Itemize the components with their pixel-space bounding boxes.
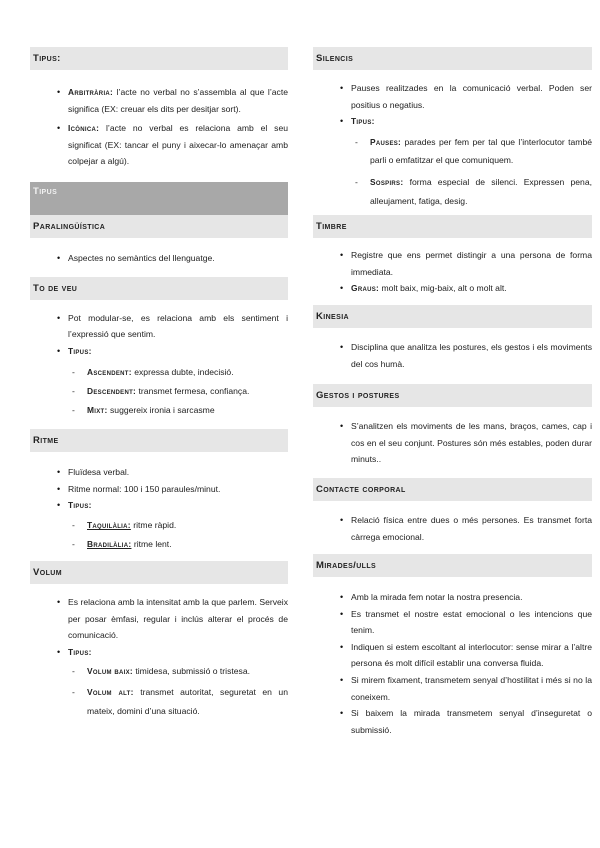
section-band-tipus: Tipus [30,182,288,215]
term-text: timidesa, submissió o tristesa. [133,666,251,677]
term-text: ritme lent. [131,538,172,549]
paralinguistica-list [30,250,288,267]
term-text: expressa dubte, indecisió. [131,367,234,378]
list-item [313,113,592,210]
section-header-tipus: Tipus: [30,47,288,70]
sub-item [30,401,288,420]
list-item [30,644,288,720]
list-item: • Disciplina que analitza les postures, els gestos i els moviments del cos humà. [313,339,592,372]
term-label: Bradilàlia: [87,538,132,549]
sub-item [30,683,288,720]
section-header-ritme: Ritme [30,429,288,452]
tipus-label: Tipus: [68,646,92,657]
sub-item [313,133,592,170]
term-label: Arbitrària: [68,87,114,97]
list-item: • Pauses realitzades en la comunicació verbal. Poden ser positius o negatius. [313,80,592,113]
list-item: • S’analitzen els moviments de les mans, braços, cames, cap i cos en el seu conjunt. Postures són més estables, poden durar minuts.. [313,418,592,468]
section-header-timbre: Timbre [313,215,592,238]
section-header-contacte-corporal: Contacte corporal [313,478,592,501]
term-label: Taquilàlia: [87,519,131,530]
list-item: • Ritme normal: 100 i 150 paraules/minut. [30,481,288,498]
left-column [30,47,288,720]
contacte-list [313,512,592,545]
term-label: Pauses: [370,136,402,147]
sub-item [30,516,288,535]
tipus-label: Tipus: [68,500,92,511]
section-header-silencis: Silencis [313,47,592,70]
term-label: Volum alt: [87,687,134,698]
tipus-list [30,84,288,170]
term-text: transmet fermesa, confiança. [136,385,250,396]
term-text: forma especial de silenci. Expressen pena, alleujament, fatiga, desig. [370,176,592,206]
term-label: Volum baix: [87,666,133,677]
list-item [30,120,288,170]
list-item: • Registre que ens permet distingir a una persona de forma immediata. [313,247,592,280]
section-header-mirades-ulls: Mirades/ulls [313,554,592,577]
sub-item [30,535,288,554]
list-item: • Indiquen si estem escoltant al interlocutor: sense mirar a l’altre persona és molt difícil establir una conversa fluida. [313,639,592,672]
silencis-sublist [313,133,592,210]
section-header-to-de-veu: To de veu [30,277,288,300]
list-item: • Si baixem la mirada transmetem senyal d’inseguretat o submissió. [313,705,592,738]
term-label: Mixt: [87,404,108,415]
term-text: l’acte no verbal es relaciona amb el seu significat (EX: tancar el puny i aixecar-lo amenaçar amb colpejar a algú). [68,123,288,167]
list-item: • Aspectes no semàntics del llenguatge. [30,250,288,267]
sub-item [30,382,288,401]
gestos-list [313,418,592,468]
list-item: • Si mirem fixament, transmetem senyal d’hostilitat i més si no la coneixem. [313,672,592,705]
list-item: • Es relaciona amb la intensitat amb la que parlem. Serveix per posar èmfasi, regular i inclús alterar el procés de comunicació. [30,594,288,644]
list-item: • Fluïdesa verbal. [30,464,288,481]
section-header-paralinguistica: Paralingüística [30,215,288,238]
list-item: • Es transmet el nostre estat emocional o les intencions que tenim. [313,606,592,639]
list-item [30,343,288,419]
term-label: Icònica: [68,123,100,134]
term-text: ritme ràpid. [130,519,177,530]
term-label: Descendent: [87,385,137,396]
list-item: • Relació física entre dues o més persones. Es transmet forta càrrega emocional. [313,512,592,545]
to-de-veu-list [30,310,288,420]
volum-sublist [30,662,288,720]
list-item [30,497,288,553]
kinesia-list [313,339,592,372]
list-item [313,280,592,297]
sub-item [313,173,592,210]
timbre-list [313,247,592,297]
silencis-list [313,80,592,210]
list-item: • Amb la mirada fem notar la nostra presencia. [313,589,592,606]
to-de-veu-sublist [30,363,288,419]
list-item: • Pot modular-se, es relaciona amb els sentiment i l’expressió que sentim. [30,310,288,343]
term-text: l’acte no verbal no s’assembla al que l’acte significa (EX: creuar els dits per desitjar sort). [68,87,288,114]
term-label: Graus: [351,283,380,294]
term-text: molt baix, mig-baix, alt o molt alt. [379,283,507,294]
section-header-kinesia: Kinesia [313,305,592,328]
ritme-list [30,464,288,553]
term-text: parades per fem per tal que l’interlocutor també parli o emfatitzar el que comuniquem. [370,136,592,166]
mirades-list [313,589,592,738]
sub-item [30,363,288,382]
tipus-label: Tipus: [351,116,375,127]
term-label: Ascendent: [87,367,132,378]
volum-list [30,594,288,720]
term-label: Sospirs: [370,176,404,187]
sub-item [30,662,288,681]
section-header-volum: Volum [30,561,288,584]
right-column [313,47,592,738]
term-text: suggereix ironia i sarcasme [107,404,215,415]
tipus-label: Tipus: [68,345,92,356]
list-item [30,84,288,117]
section-header-gestos-i-postures: Gestos i postures [313,384,592,407]
term-text: transmet autoritat, seguretat en un mateix, domini d’una situació. [87,687,288,716]
ritme-sublist [30,516,288,553]
